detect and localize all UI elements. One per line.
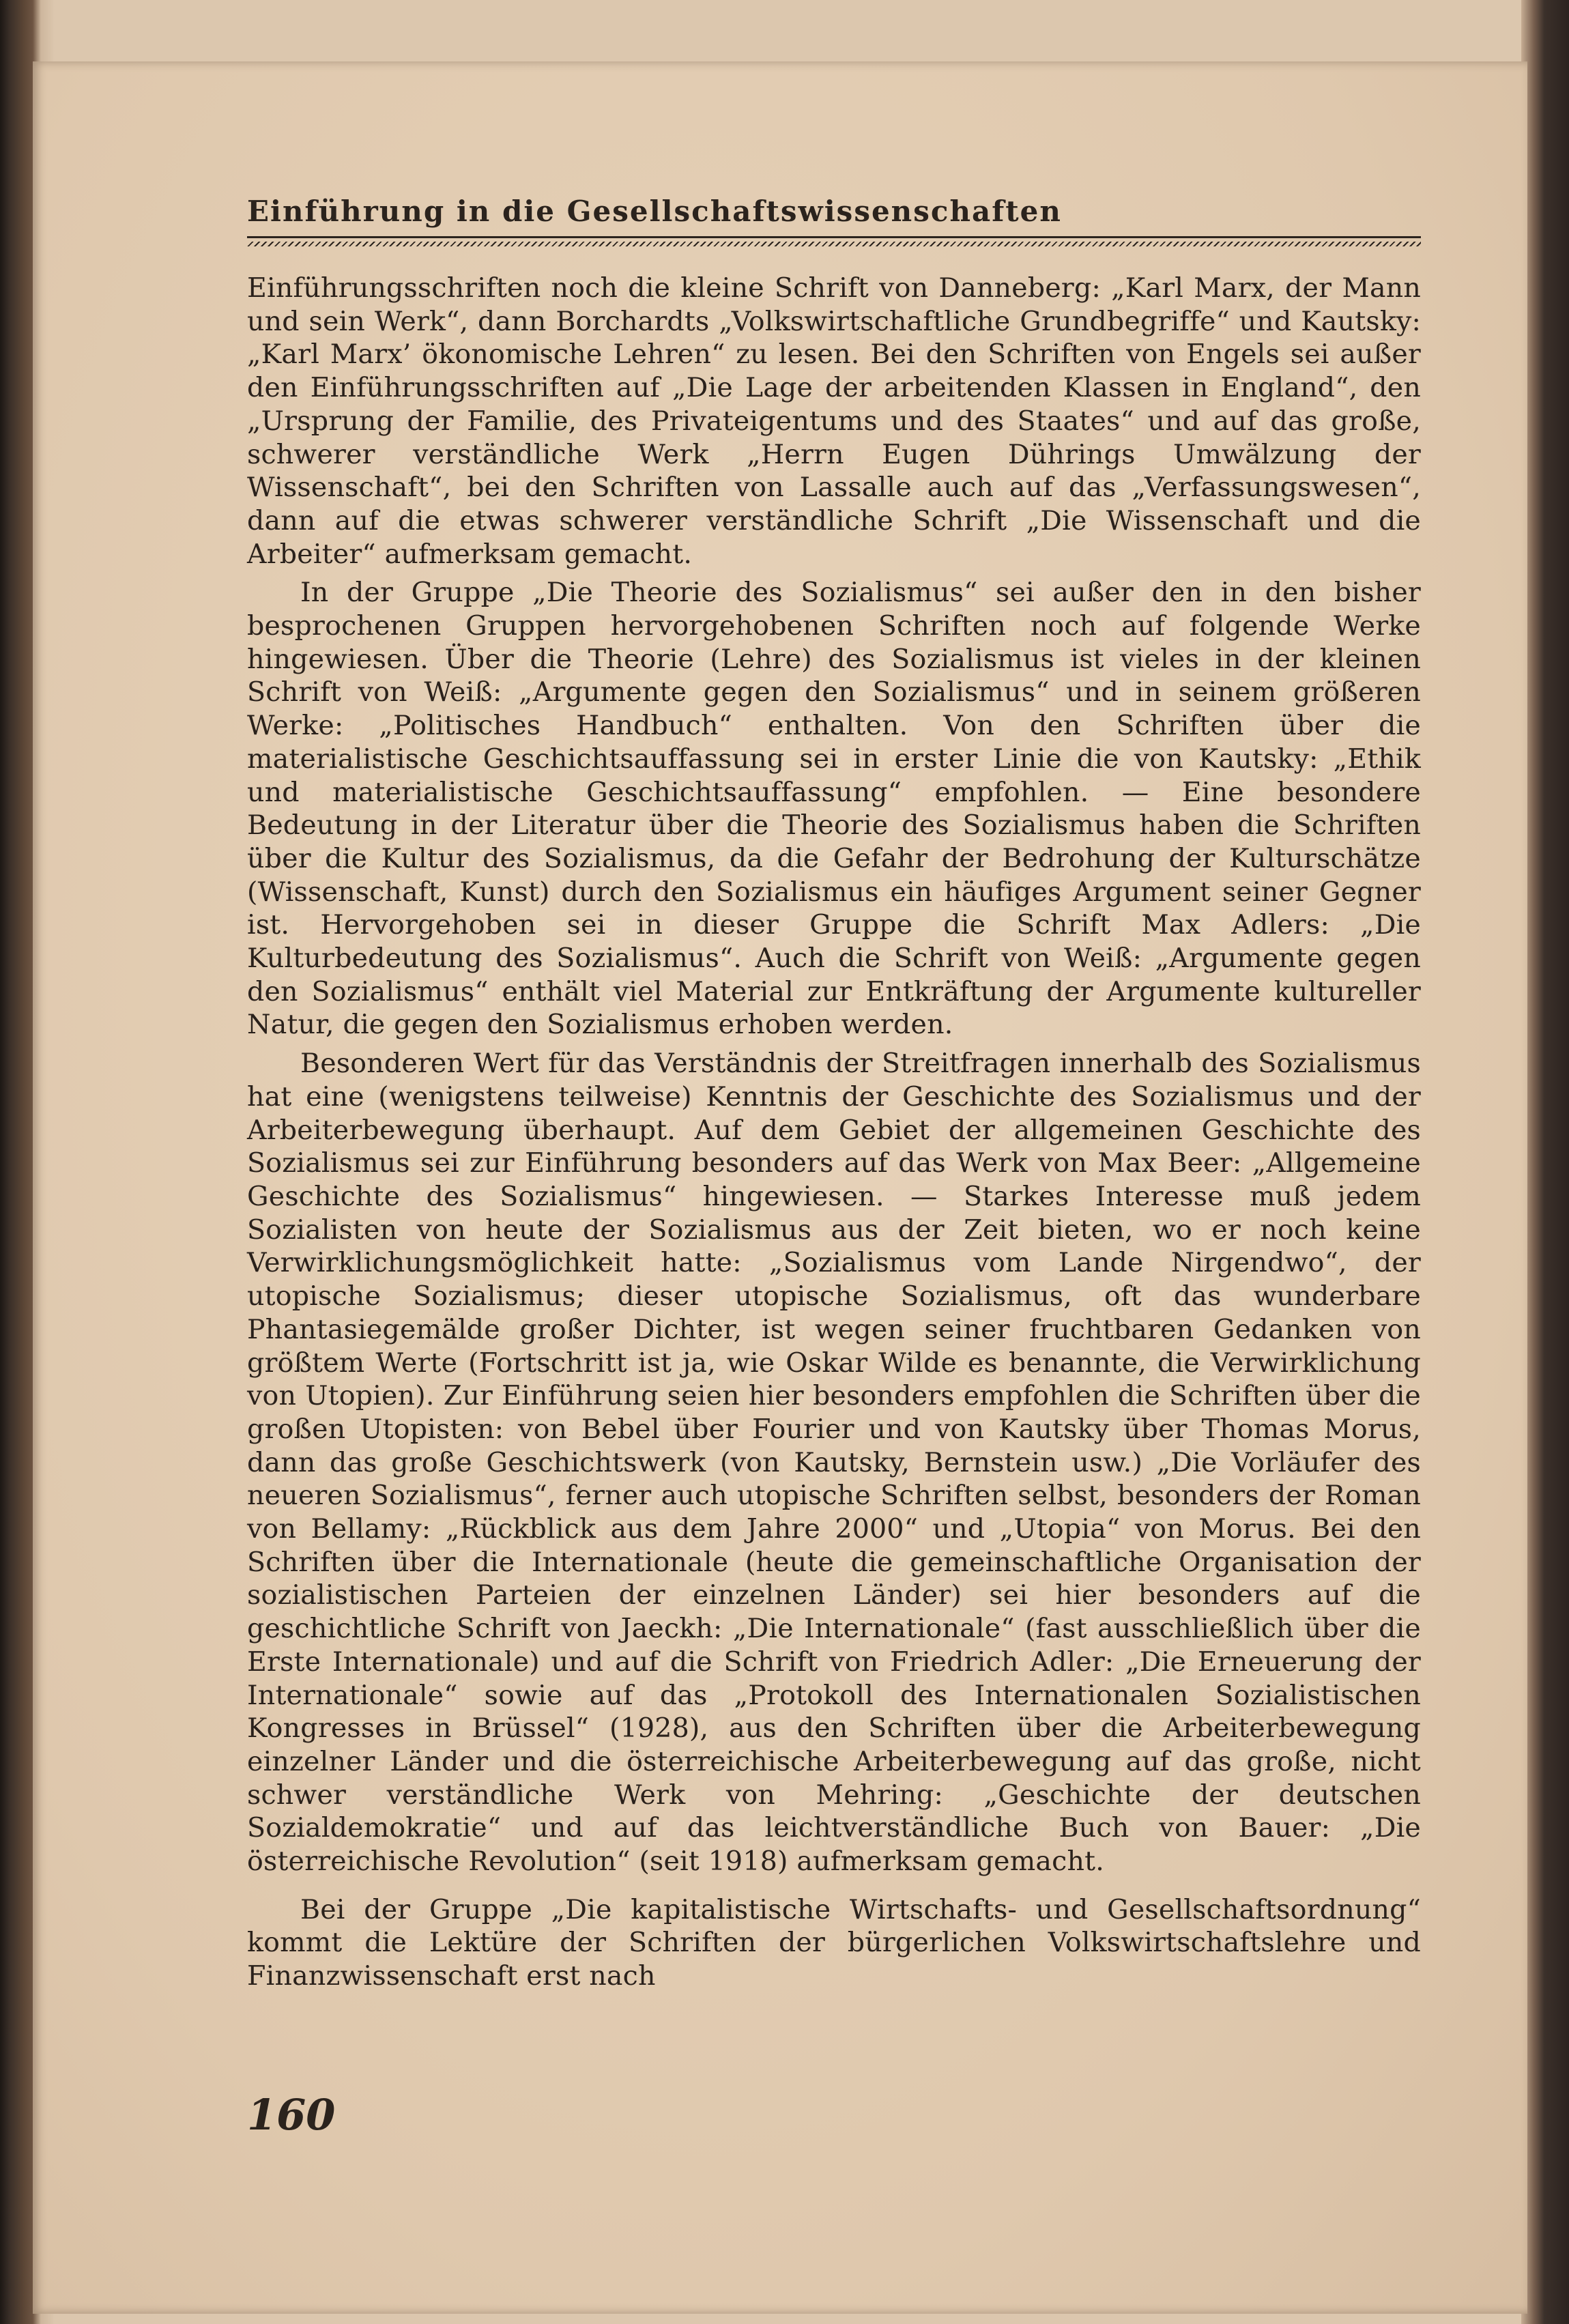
paragraph: In der Gruppe „Die Theorie des Sozialismus“ sei außer den in den bisher besprochenen Gruppen hervorgehobenen Schriften noch auf folgende Werke hingewiesen. Über die Theorie (Lehre) des Sozialismus ist vieles in der kleinen Schrift von Weiß: „Argumente gegen den Sozialismus“ und in seinem größeren Werke: „Politisches Handbuch“ enthalten. Von den Schriften über die materialistische Geschichtsauffassung sei in erster Linie die von Kautsky: „Ethik und materialistische Geschichtsauffassung“ empfohlen. — Eine besondere Bedeutung in der Literatur über die Theorie des Sozialismus haben die Schriften über die Kultur des Sozialismus, da die Gefahr der Bedrohung der Kulturschätze (Wissenschaft, Kunst) durch den Sozialismus ein häufiges Argument seiner Gegner ist. Hervorgehoben sei in dieser Gruppe die Schrift Max Adlers: „Die Kulturbedeutung des Sozialismus“. Auch die Schrift von Weiß: „Argumente gegen den Sozialismus“ enthält viel Material zur Entkräftung der Argumente kultureller Natur, die gegen den Sozialismus erhoben werden. — [247, 577, 1421, 1041]
body-text — [247, 272, 1421, 1993]
running-head: Einführung in die Gesellschaftswissenschaften — [247, 195, 1062, 228]
running-head-rule — [247, 236, 1421, 248]
paragraph: Besonderen Wert für das Verständnis der Streitfragen innerhalb des Sozialismus hat eine (wenigstens teilweise) Kenntnis der Geschichte des Sozialismus und der Arbeiterbewegung überhaupt. Auf dem Gebiet der allgemeinen Geschichte des Sozialismus sei zur Einführung besonders auf das Werk von Max Beer: „Allgemeine Geschichte des Sozialismus“ hingewiesen. — Starkes Interesse muß jedem Sozialisten von heute der Sozialismus aus der Zeit bieten, wo er noch keine Verwirklichungsmöglichkeit hatte: „Sozialismus vom Lande Nirgendwo“, der utopische Sozialismus; dieser utopische Sozialismus, oft das wunderbare Phantasiegemälde großer Dichter, ist wegen seiner fruchtbaren Gedanken von größtem Werte (Fortschritt ist ja, wie Oskar Wilde es benannte, die Verwirklichung von Utopien). Zur Einführung seien hier besonders empfohlen die Schriften über die großen Utopisten: von Bebel über Fourier und von Kautsky über Thomas Morus, dann das große Geschichtswerk (von Kautsky, Bernstein usw.) „Die Vorläufer des neueren Sozialismus“, ferner auch utopische Schriften selbst, besonders der Roman von Bellamy: „Rückblick aus dem Jahre 2000“ und „Utopia“ von Morus. Bei den Schriften über die Internationale (heute die gemeinschaftliche Organisation der sozialistischen Parteien der einzelnen Länder) sei hier besonders auf die geschichtliche Schrift von Jaeckh: „Die Internationale“ (fast ausschließlich über die Erste Internationale) und auf die Schrift von Friedrich Adler: „Die Erneuerung der Internationale“ sowie auf das „Protokoll des Internationalen Sozialistischen Kongresses in Brüssel“ (1928), aus den Schriften über die Arbeiterbewegung einzelner Länder und die österreichische Arbeiterbewegung auf das große, nicht schwer verständliche Werk von Mehring: „Geschichte der deutschen Sozialdemokratie“ und auf das leichtverständliche Buch von Bauer: „Die österreichische Revolution“ (seit 1918) aufmerksam gemacht. — [247, 1048, 1421, 1878]
page-number: 160 — [247, 2090, 336, 2140]
paragraph: Bei der Gruppe „Die kapitalistische Wirtschafts- und Gesellschaftsordnung“ kommt die Lektüre der Schriften der bürgerlichen Volkswirtschaftslehre und Finanzwissenschaft erst nach — [247, 1893, 1421, 1992]
paragraph: Einführungsschriften noch die kleine Schrift von Danneberg: „Karl Marx, der Mann und sein Werk“, dann Borchardts „Volkswirtschaftliche Grundbegriffe“ und Kautsky: „Karl Marx’ ökonomische Lehren“ zu lesen. Bei den Schriften von Engels sei außer den Einführungsschriften auf „Die Lage der arbeitenden Klassen in England“, den „Ursprung der Familie, des Privateigentums und des Staates“ und auf das große, schwerer verständliche Werk „Herrn Eugen Dührings Umwälzung der Wissenschaft“, bei den Schriften von Lassalle auch auf das „Verfassungswesen“, dann auf die etwas schwerer verständliche Schrift „Die Wissenschaft und die Arbeiter“ aufmerksam gemacht. — [247, 272, 1421, 570]
book-edge — [1521, 0, 1569, 2324]
